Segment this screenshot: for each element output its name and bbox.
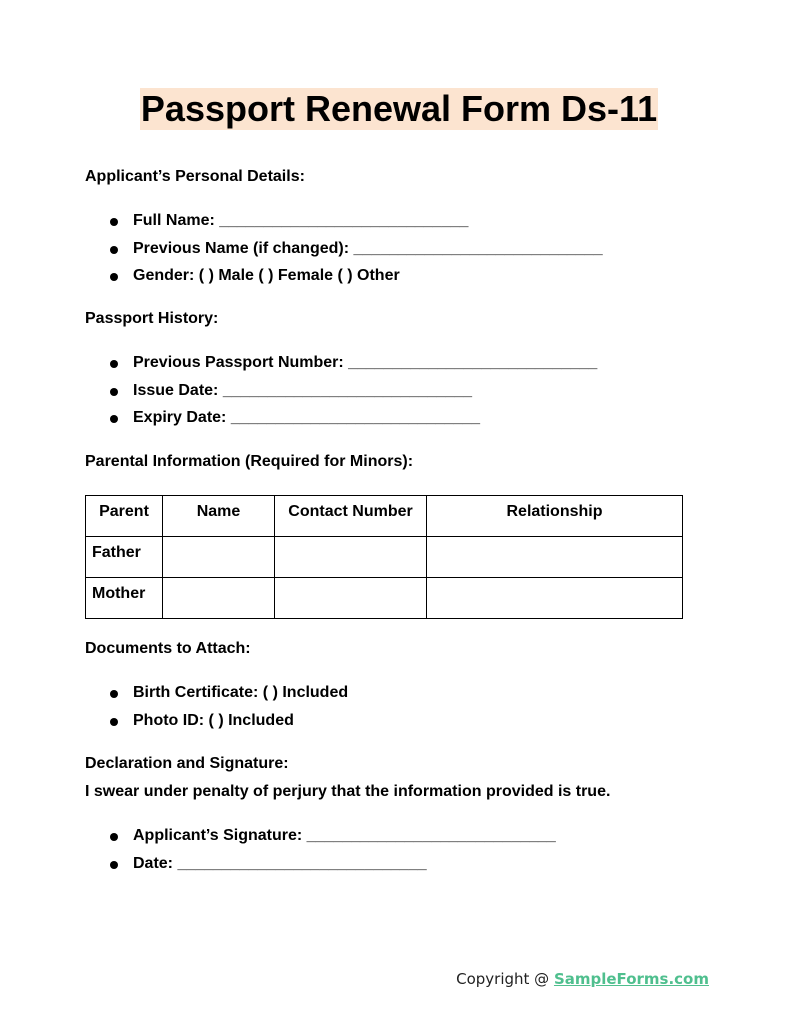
list-item[interactable] [85,377,597,405]
personal-details-heading: Applicant’s Personal Details: [85,168,305,185]
documents-heading: Documents to Attach: [85,640,251,657]
column-header-contact-number: Contact Number [275,496,427,537]
table-row [86,537,683,578]
list-item[interactable] [85,207,603,235]
documents-list [85,679,348,734]
passport-history-heading: Passport History: [85,310,219,327]
bullet-icon [110,690,118,698]
bullet-icon [110,415,118,423]
parent-cell: Mother [86,578,163,619]
applicant-signature-field: Applicant’s Signature: ____________________________ [133,827,556,844]
sampleforms-link[interactable]: SampleForms.com [553,970,709,988]
list-item[interactable] [85,262,603,290]
bullet-icon [110,218,118,226]
birth-certificate-field: Birth Certificate: ( ) Included [133,684,349,701]
parental-info-table [85,495,683,619]
full-name-field: Full Name: ____________________________ [133,212,469,229]
parental-info-heading: Parental Information (Required for Minors): [85,453,414,470]
declaration-list [85,822,610,877]
list-item[interactable] [85,349,597,377]
expiry-date-field: Expiry Date: ____________________________ [133,409,480,426]
column-header-relationship: Relationship [427,496,683,537]
name-cell[interactable] [163,578,275,619]
list-item[interactable] [85,679,348,707]
relationship-cell[interactable] [427,578,683,619]
contact-number-cell[interactable] [275,578,427,619]
relationship-cell[interactable] [427,537,683,578]
declaration-section [85,754,610,877]
previous-passport-number-field: Previous Passport Number: ____________________________ [133,354,598,371]
list-item[interactable] [85,850,610,878]
bullet-icon [110,273,118,281]
declaration-heading: Declaration and Signature: [85,755,289,772]
declaration-statement: I swear under penalty of perjury that the information provided is true. [85,783,611,800]
bullet-icon [110,388,118,396]
personal-details-list [85,207,603,290]
issue-date-field: Issue Date: ____________________________ [133,381,472,399]
column-header-parent: Parent [86,496,163,537]
table-row [86,578,683,619]
table-header-row [86,496,683,537]
list-item[interactable] [85,707,348,735]
list-item[interactable] [85,404,597,432]
bullet-icon [110,833,118,841]
list-item[interactable] [85,822,610,850]
column-header-name: Name [163,496,275,537]
footer [456,970,709,988]
page-title: Passport Renewal Form Ds-11 [140,88,658,129]
contact-number-cell[interactable] [275,537,427,578]
date-field: Date: ____________________________ [133,854,427,872]
bullet-icon [110,360,118,368]
passport-history-list [85,349,597,432]
photo-id-field: Photo ID: ( ) Included [133,711,294,729]
bullet-icon [110,861,118,869]
list-item[interactable] [85,235,603,263]
title-container [0,88,798,130]
bullet-icon [110,718,118,726]
previous-name-field: Previous Name (if changed): ____________________________ [133,239,603,257]
gender-field: Gender: ( ) Male ( ) Female ( ) Other [133,267,400,284]
name-cell[interactable] [163,537,275,578]
copyright-text: Copyright @ [456,970,554,988]
passport-history-section [85,309,597,432]
documents-section [85,639,348,734]
parent-cell: Father [86,537,163,578]
personal-details-section [85,167,603,290]
bullet-icon [110,246,118,254]
